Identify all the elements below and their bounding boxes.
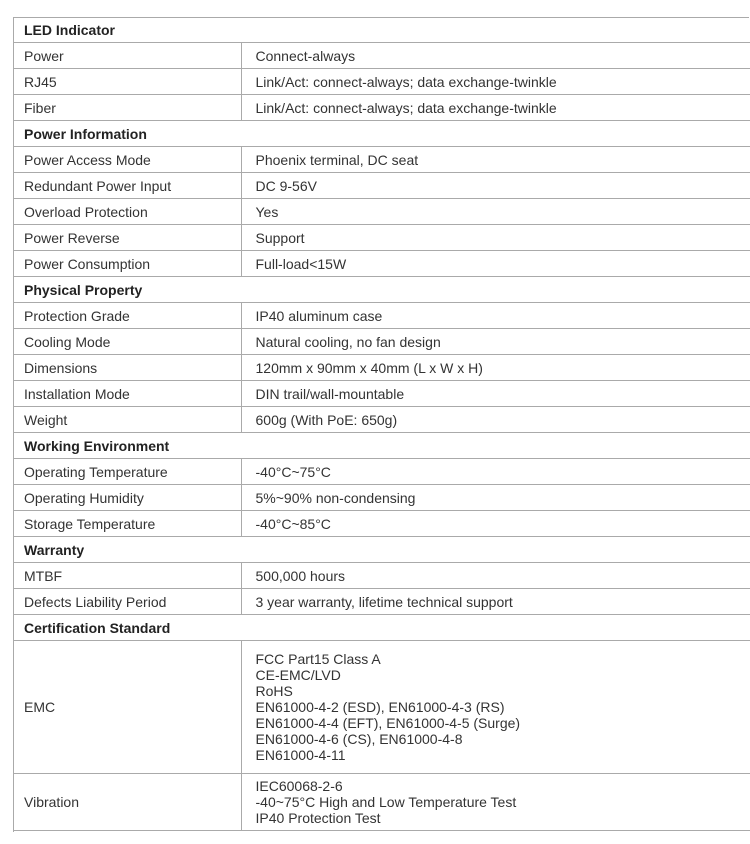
spec-value-line: RoHS: [255, 683, 293, 699]
spec-value: Connect-always: [241, 43, 750, 69]
spec-value-multiline: [241, 641, 750, 774]
spec-value: Support: [241, 225, 750, 251]
section-header-warranty: [13, 537, 750, 563]
spec-value: Phoenix terminal, DC seat: [241, 147, 750, 173]
spec-value: Natural cooling, no fan design: [241, 329, 750, 355]
spec-value: Yes: [241, 199, 750, 225]
spec-label: EMC: [13, 641, 241, 774]
section-header-power-information: [13, 121, 750, 147]
section-title: Power Information: [13, 121, 750, 147]
spec-value: DIN trail/wall-mountable: [241, 381, 750, 407]
spec-label: Weight: [13, 407, 241, 433]
table-row: [13, 43, 750, 69]
table-row: [13, 407, 750, 433]
table-row: [13, 69, 750, 95]
section-title: LED Indicator: [13, 17, 750, 43]
spec-value-line: EN61000-4-4 (EFT), EN61000-4-5 (Surge): [255, 715, 521, 731]
spec-label: Cooling Mode: [13, 329, 241, 355]
table-row: [13, 303, 750, 329]
spec-value: 120mm x 90mm x 40mm (L x W x H): [241, 355, 750, 381]
spec-label: Dimensions: [13, 355, 241, 381]
section-header-certification-standard: [13, 615, 750, 641]
table-row: [13, 511, 750, 537]
spec-value: DC 9-56V: [241, 173, 750, 199]
table-row: [13, 251, 750, 277]
table-row: [13, 355, 750, 381]
spec-label: Power Access Mode: [13, 147, 241, 173]
section-header-physical-property: [13, 277, 750, 303]
spec-value: 500,000 hours: [241, 563, 750, 589]
table-row: [13, 199, 750, 225]
spec-value: IP40 aluminum case: [241, 303, 750, 329]
table-row-emc: [13, 641, 750, 774]
table-row: [13, 225, 750, 251]
spec-value: -40°C~85°C: [241, 511, 750, 537]
section-header-led-indicator: [13, 17, 750, 43]
section-title: Physical Property: [13, 277, 750, 303]
spec-label: Power Reverse: [13, 225, 241, 251]
spec-value: 3 year warranty, lifetime technical support: [241, 589, 750, 615]
table-row: [13, 147, 750, 173]
spec-label: Power: [13, 43, 241, 69]
spec-label: Storage Temperature: [13, 511, 241, 537]
spec-value: 5%~90% non-condensing: [241, 485, 750, 511]
section-title: Warranty: [13, 537, 750, 563]
spec-value-line: CE-EMC/LVD: [255, 667, 341, 683]
section-title: Certification Standard: [13, 615, 750, 641]
table-row: [13, 173, 750, 199]
section-header-working-environment: [13, 433, 750, 459]
table-row: [13, 329, 750, 355]
spec-label: Fiber: [13, 95, 241, 121]
spec-label: Installation Mode: [13, 381, 241, 407]
spec-label: MTBF: [13, 563, 241, 589]
spec-value: Link/Act: connect-always; data exchange-twinkle: [241, 69, 750, 95]
spec-value-line: EN61000-4-2 (ESD), EN61000-4-3 (RS): [255, 699, 505, 715]
spec-label: Redundant Power Input: [13, 173, 241, 199]
spec-table-body: [13, 17, 750, 831]
spec-label: Vibration: [13, 774, 241, 831]
table-row: [13, 95, 750, 121]
spec-table: [13, 17, 750, 831]
spec-value-line: EN61000-4-6 (CS), EN61000-4-8: [255, 731, 463, 747]
table-row: [13, 589, 750, 615]
spec-label: Defects Liability Period: [13, 589, 241, 615]
spec-value-line: -40~75°C High and Low Temperature Test: [255, 794, 517, 810]
spec-value: -40°C~75°C: [241, 459, 750, 485]
spec-value-line: IP40 Protection Test: [255, 810, 381, 826]
spec-label: Operating Humidity: [13, 485, 241, 511]
section-title: Working Environment: [13, 433, 750, 459]
spec-label: Overload Protection: [13, 199, 241, 225]
spec-value-line: FCC Part15 Class A: [255, 651, 381, 667]
spec-label: Operating Temperature: [13, 459, 241, 485]
table-row: [13, 459, 750, 485]
spec-value: Full-load<15W: [241, 251, 750, 277]
table-row: [13, 563, 750, 589]
spec-label: Power Consumption: [13, 251, 241, 277]
spec-value: 600g (With PoE: 650g): [241, 407, 750, 433]
spec-label: RJ45: [13, 69, 241, 95]
table-row: [13, 485, 750, 511]
spec-value: Link/Act: connect-always; data exchange-twinkle: [241, 95, 750, 121]
spec-value-line: EN61000-4-11: [255, 747, 346, 763]
table-row-vibration: [13, 774, 750, 831]
spec-value-line: IEC60068-2-6: [255, 778, 343, 794]
spec-label: Protection Grade: [13, 303, 241, 329]
table-row: [13, 381, 750, 407]
spec-value-multiline: [241, 774, 750, 831]
